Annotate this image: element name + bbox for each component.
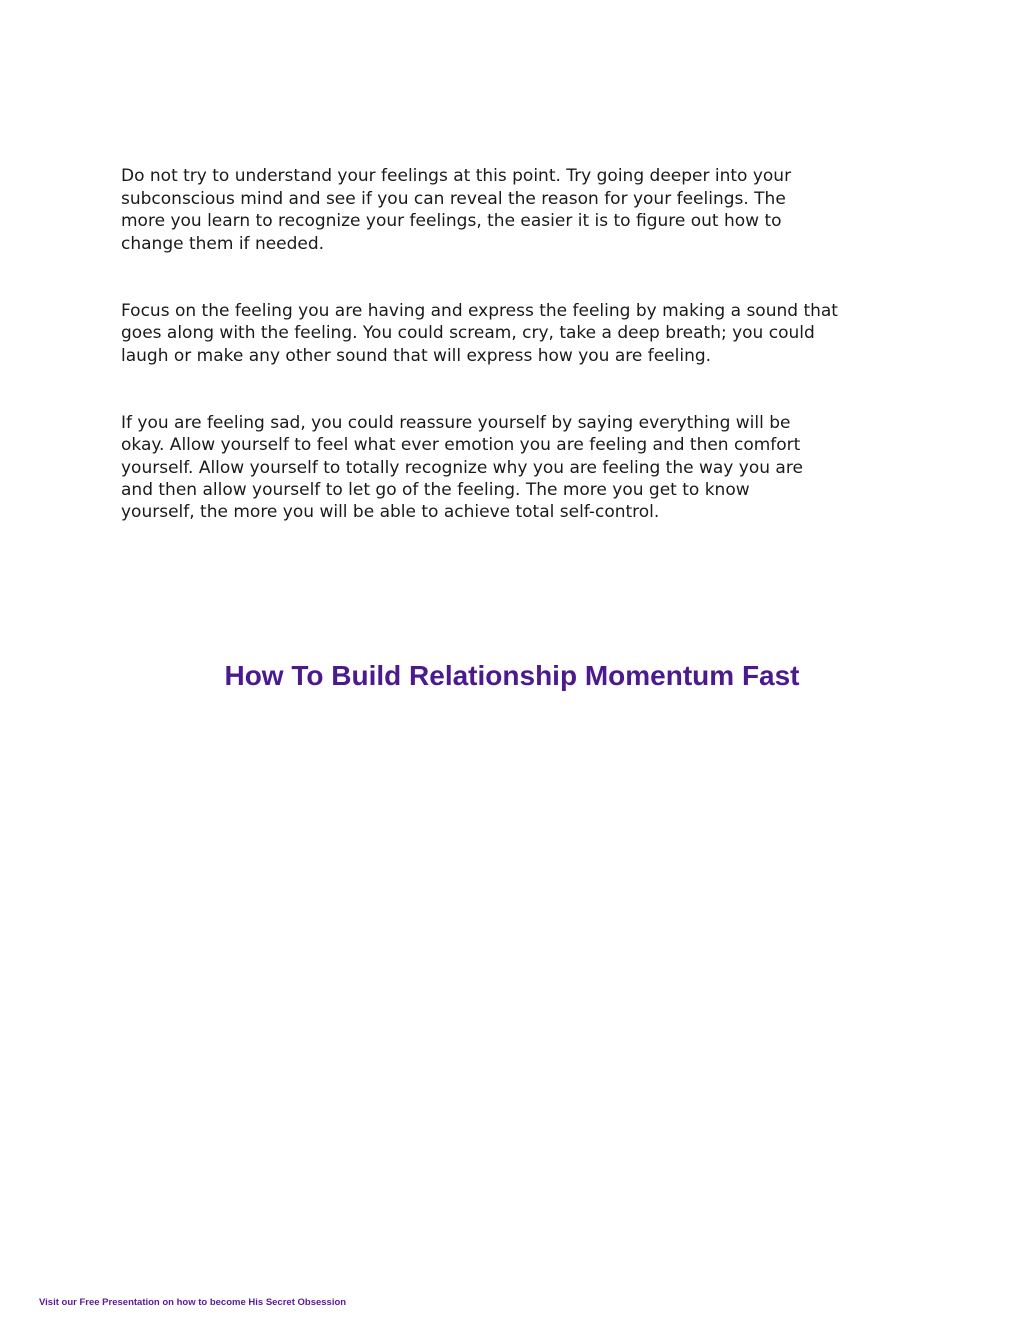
paragraph-1: Do not try to understand your feelings at this point. Try going deeper into your subconscious mind and see if you can reveal the reason for your feelings. The more you learn to recognize your feelings, the easier it is to figure out how to change them if needed. — [121, 166, 792, 254]
footer-presentation-link[interactable]: Visit our Free Presentation on how to become His Secret Obsession — [39, 1297, 347, 1308]
body-text — [121, 143, 921, 569]
paragraph-3: If you are feeling sad, you could reassure yourself by saying everything will be okay. Allow yourself to feel what ever emotion you are feeling and then comfort yourself. Allow yourself to totally recognize why you are feeling the way you are and then allow yourself to let go of the feeling. The more you get to know yourself, the more you will be able to achieve total self-control. — [121, 412, 803, 523]
paragraph-2: Focus on the feeling you are having and express the feeling by making a sound that goes along with the feeling. You could scream, cry, take a deep breath; you could laugh or make any other sound that will express how you are feeling. — [121, 300, 838, 366]
section-heading: How To Build Relationship Momentum Fast — [224, 660, 800, 691]
